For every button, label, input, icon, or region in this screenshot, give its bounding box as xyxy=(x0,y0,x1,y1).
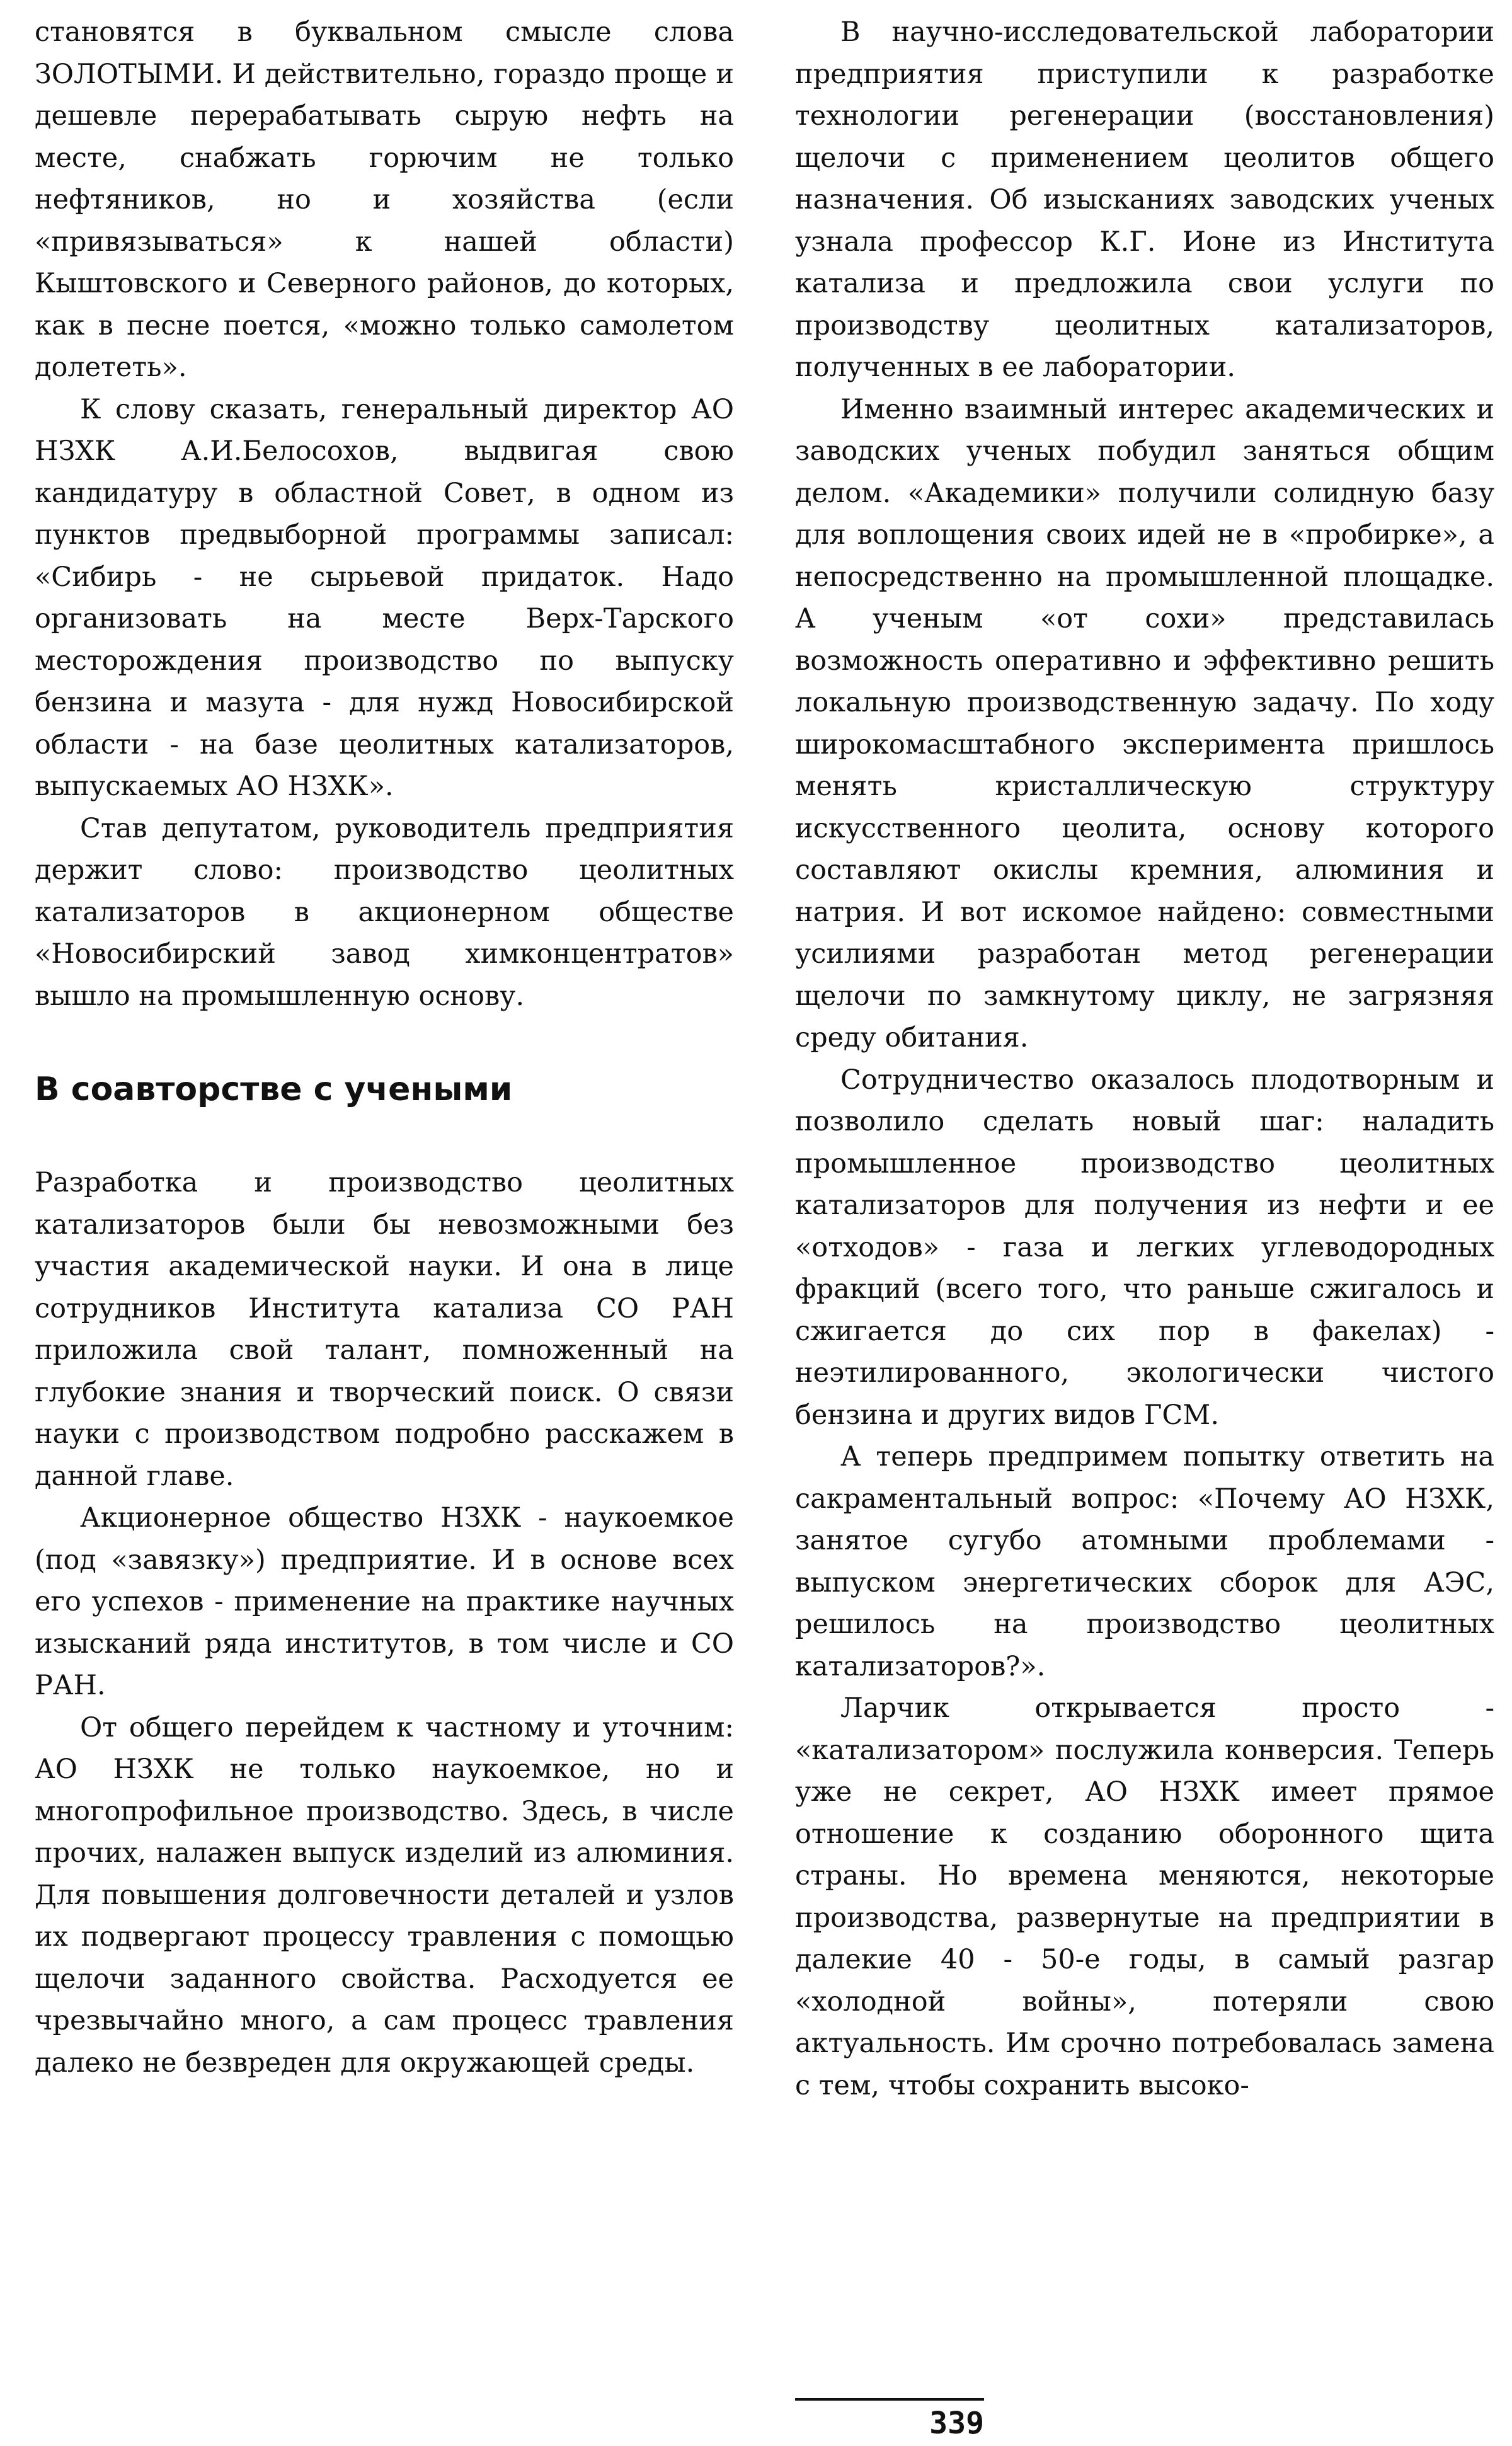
paragraph: Ларчик открывается просто - «катализатором» послужила конверсия. Теперь уже не секрет, АО НЗХК имеет прямое отношение к созданию оборонного щита страны. Но времена меняются, некоторые производства, развернутые на предприятии в далекие 40 - 50-е годы, в самый разгар «холодной войны», потеряли свою актуальность. Им срочно потребовалась замена с тем, чтобы сохранить высоко- xyxy=(795,1692,1494,2101)
paragraph: В научно-исследовательской лаборатории предприятия приступили к разработке технологии регенерации (восстановления) щелочи с применением цеолитов общего назначения. Об изысканиях заводских ученых узнала профессор К.Г. Ионе из Института катализа и предложила свои услуги по производству цеолитных катализаторов, полученных в ее лаборатории. xyxy=(795,16,1494,383)
paragraph: А теперь предпримем попытку ответить на сакраментальный вопрос: «Почему АО НЗХК, занятое сугубо атомными проблемами - выпуском энергетических сборок для АЭС, решилось на производство цеолитных катализаторов?». xyxy=(795,1441,1494,1682)
paragraph: К слову сказать, генеральный директор АО НЗХК А.И.Белосохов, выдвигая свою кандидатуру в областной Совет, в одном из пунктов предвыборной программы записал: «Сибирь - не сырьевой придаток. Надо организовать на месте Верх-Тарского месторождения производство по выпуску бензина и мазута - для нужд Новосибирской области - на базе цеолитных катализаторов, выпускаемых АО НЗХК». xyxy=(35,393,734,802)
left-column xyxy=(35,11,734,2084)
section-heading: В соавторстве с учеными xyxy=(35,1071,513,1108)
paragraph: Разработка и производство цеолитных катализаторов были бы невозможными без участия академической науки. И она в лице сотрудников Института катализа СО РАН приложила свой талант, помноженный на глубокие знания и творческий поиск. О связи науки с производством подробно расскажем в данной главе. xyxy=(35,1167,734,1492)
paragraph: становятся в буквальном смысле слова ЗОЛОТЫМИ. И действительно, гораздо проще и дешевле перерабатывать сырую нефть на месте, снабжать горючим не только нефтяников, но и хозяйства (если «привязываться» к нашей области) Кыштовского и Северного районов, до которых, как в песне поется, «можно только самолетом долететь». xyxy=(35,16,734,383)
right-column xyxy=(795,11,1494,2106)
paragraph: Став депутатом, руководитель предприятия держит слово: производство цеолитных катализаторов в акционерном обществе «Новосибирский завод химконцентратов» вышло на промышленную основу. xyxy=(35,812,734,1012)
paragraph: Сотрудничество оказалось плодотворным и позволило сделать новый шаг: наладить промышленное производство цеолитных катализаторов для получения из нефти и ее «отходов» - газа и легких углеводородных фракций (всего того, что раньше сжигалось и сжигается до сих пор в факелах) - неэтилированного, экологически чистого бензина и других видов ГСМ. xyxy=(795,1064,1494,1431)
paragraph: От общего перейдем к частному и уточним: АО НЗХК не только наукоемкое, но и многопрофильное производство. Здесь, в числе прочих, налажен выпуск изделий из алюминия. Для повышения долговечности деталей и узлов их подвергают процессу травления с помощью щелочи заданного свойства. Расходуется ее чрезвычайно много, а сам процесс травления далеко не безвреден для окружающей среды. xyxy=(35,1711,734,2079)
page-number: 339 xyxy=(929,2406,984,2441)
paragraph: Именно взаимный интерес академических и заводских ученых побудил заняться общим делом. «Академики» получили солидную базу для воплощения своих идей не в «пробирке», а непосредственно на промышленной площадке. А ученым «от сохи» представилась возможность оперативно и эффективно решить локальную производственную задачу. По ходу широкомасштабного эксперимента пришлось менять кристаллическую структуру искусственного цеолита, основу которого составляют окислы кремния, алюминия и натрия. И вот искомое найдено: совместными усилиями разработан метод регенерации щелочи по замкнутому циклу, не загрязняя среду обитания. xyxy=(795,393,1494,1054)
paragraph: Акционерное общество НЗХК - наукоемкое (под «завязку») предприятие. И в основе всех его успехов - применение на практике научных изысканий ряда институтов, в том числе и СО РАН. xyxy=(35,1502,734,1701)
footer-rule xyxy=(795,2398,984,2401)
